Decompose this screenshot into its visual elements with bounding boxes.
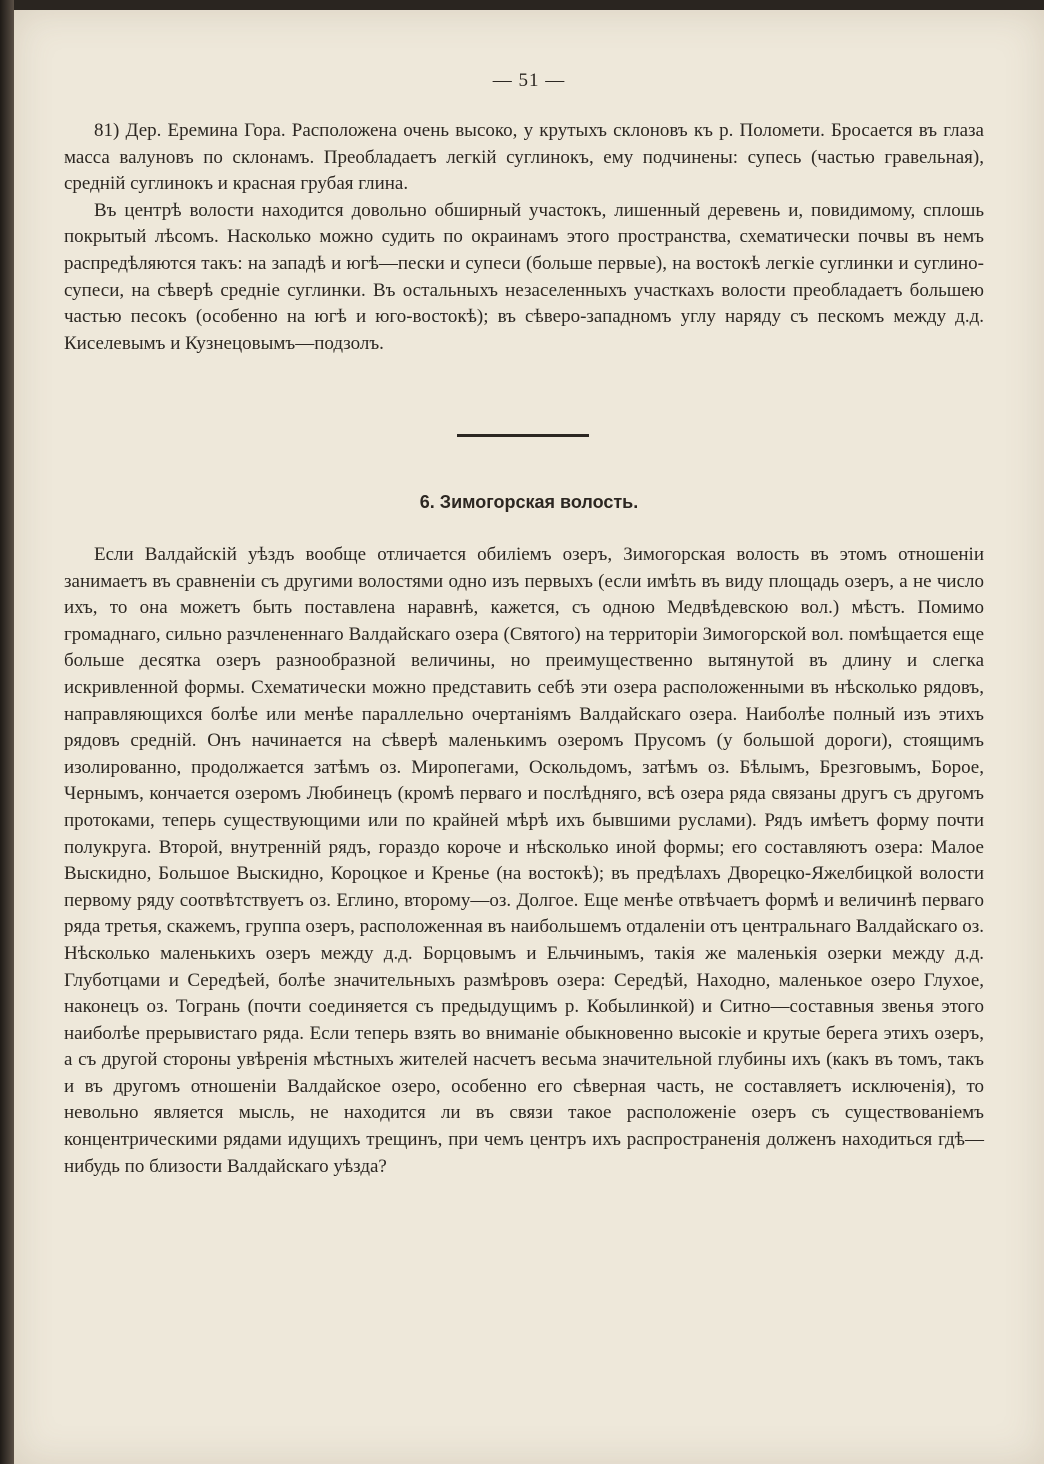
text-block-bottom xyxy=(64,542,984,1180)
section-divider-rule xyxy=(457,434,589,437)
paragraph-center-volost: Въ центрѣ волости находится довольно обширный участокъ, лишенный деревень и, повидимому, сплошь покрытый лѣсомъ. Насколько можно судить по окраинамъ этого пространства, схематически почвы въ немъ распредѣляются такъ: на западѣ и югѣ—пески и супеси (больше первые), на востокѣ легкіе суглинки и суглино-супеси, на сѣверѣ средніе суглинки. Въ остальныхъ незаселенныхъ участкахъ волости преобладаетъ большею частью песокъ (особенно на югѣ и юго-востокѣ); въ сѣверо-западномъ углу наряду съ пескомъ между д.д. Киселевымъ и Кузнецовымъ—подзолъ. xyxy=(64,199,984,354)
paragraph-eremina-gora: 81) Дер. Еремина Гора. Расположена очень высоко, у крутыхъ склоновъ къ р. Поломети. Бросается въ глаза масса валуновъ по склонамъ. Преобладаетъ легкій суглинокъ, ему подчинены: супесь (частью гравельная), средній суглинокъ и красная грубая глина. xyxy=(64,120,984,195)
section-heading: 6. Зимогорская волость. xyxy=(419,492,639,512)
scan-edge-shadow xyxy=(0,0,14,1464)
page-number: — 51 — xyxy=(492,70,566,91)
text-block-top xyxy=(64,118,984,357)
document-page xyxy=(14,10,1044,1464)
paragraph-zimogorskaya-lakes: Если Валдайскій уѣздъ вообще отличается обиліемъ озеръ, Зимогорская волость въ этомъ отношеніи занимаетъ въ сравненіи съ другими волостями одно изъ первыхъ (если имѣть въ виду площадь озеръ, а не число ихъ, то она можетъ быть поставлена наравнѣ, кажется, съ одною Медвѣдевскою вол.) мѣстъ. Помимо громаднаго, сильно разчлененнаго Валдайскаго озера (Святого) на территоріи Зимогорской вол. помѣщается еще больше десятка озеръ разнообразной величины, но преимущественно вытянутой въ длину и слегка искривленной формы. Схематически можно представить себѣ эти озера расположенными въ нѣсколько рядовъ, направляющихся болѣе или менѣе параллельно очертаніямъ Валдайскаго озера. Наиболѣе полный изъ этихъ рядовъ средній. Онъ начинается на сѣверѣ маленькимъ озеромъ Прусомъ (у большой дороги), стоящимъ изолированно, продолжается затѣмъ оз. Миропегами, Оскольдомъ, затѣмъ оз. Бѣлымъ, Брезговымъ, Борое, Чернымъ, кончается озеромъ Любинецъ (кромѣ перваго и послѣдняго, всѣ озера ряда связаны другъ съ другомъ протоками, теперь существующими или по крайней мѣрѣ ихъ бывшими руслами). Рядъ имѣетъ форму почти полукруга. Второй, внутренній рядъ, гораздо короче и нѣсколько иной формы; его составляютъ озера: Малое Выскидно, Большое Выскидно, Короцкое и Кренье (на востокѣ); въ предѣлахъ Дворецко-Яжелбицкой волости первому ряду соотвѣтствуетъ оз. Еглино, второму—оз. Долгое. Еще менѣе отвѣчаетъ формѣ и величинѣ перваго ряда третья, скажемъ, группа озеръ, расположенная въ наибольшемъ отдаленіи отъ центральнаго Валдайскаго оз. Нѣсколько маленькихъ озеръ между д.д. Борцовымъ и Ельчинымъ, такія же маленькія озерки между д.д. Глуботцами и Середѣей, болѣе значительныхъ размѣровъ озера: Середѣй, Находно, маленькое озеро Глухое, наконецъ оз. Тогрань (почти соединяется съ предыдущимъ р. Кобылинкой) и Ситно—составныя звенья этого наиболѣе прерывистаго ряда. Если теперь взять во вниманіе обыкновенно высокіе и крутые берега этихъ озеръ, а съ другой стороны увѣренія мѣстныхъ жителей насчетъ весьма значительной глубины ихъ (какъ въ томъ, такъ и въ другомъ отношеніи Валдайское озеро, особенно его сѣверная часть, не составляетъ исключенія), то невольно является мысль, не находится ли въ связи такое расположеніе озеръ съ существованіемъ концентрическими рядами идущихъ трещинъ, при чемъ центръ ихъ распространенія долженъ находиться гдѣ—нибудь по близости Валдайскаго уѣзда? xyxy=(64,544,984,1177)
